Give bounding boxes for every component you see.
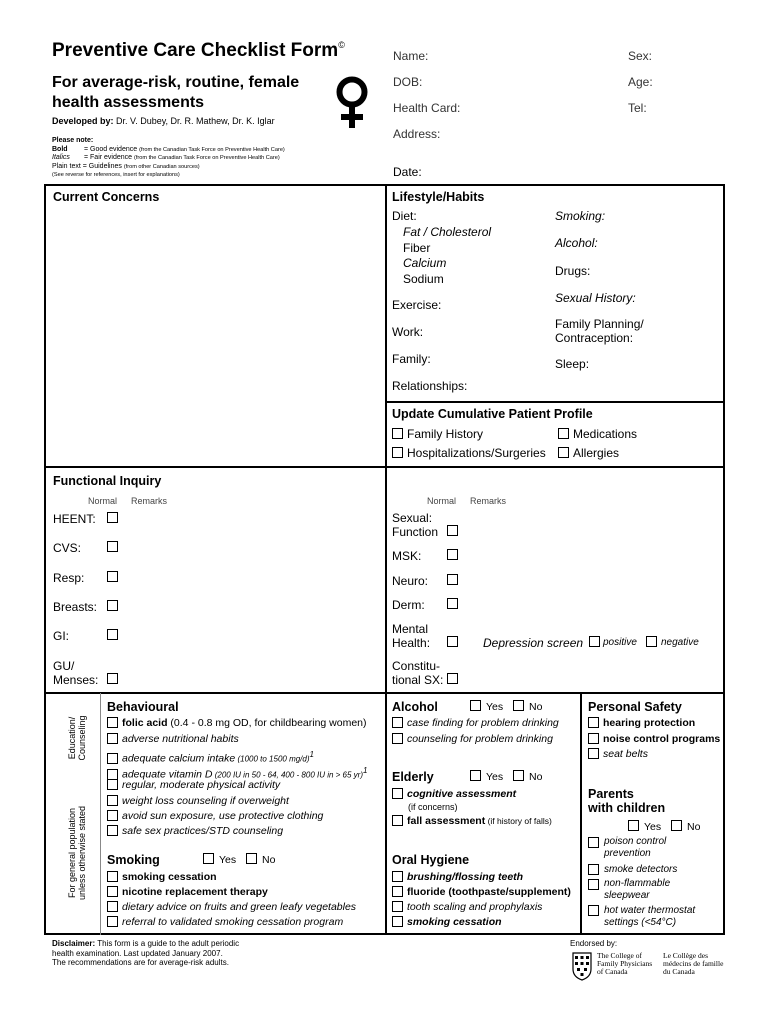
resp-label: Resp: bbox=[53, 571, 85, 585]
relationships-label: Relationships: bbox=[392, 379, 468, 393]
age-field[interactable]: Age: bbox=[628, 75, 653, 89]
case-finding-item: case finding for problem drinking bbox=[392, 717, 559, 730]
divider-vertical-upper bbox=[385, 185, 387, 693]
negative-label: negative bbox=[661, 637, 699, 648]
alcohol-habit-label: Alcohol: bbox=[555, 236, 598, 250]
remarks-header: Remarks bbox=[131, 496, 168, 506]
cfpc-name-english: The College of Family Physicians of Canada bbox=[597, 951, 653, 976]
thermostat-checkbox[interactable] bbox=[588, 905, 599, 916]
exercise-label: Exercise: bbox=[392, 298, 442, 312]
sleepwear-checkbox[interactable] bbox=[588, 879, 599, 890]
menses-label: Menses: bbox=[53, 673, 99, 687]
function-label: Function bbox=[392, 525, 439, 539]
divider-side-label bbox=[100, 693, 101, 935]
smoking-habit-label: Smoking: bbox=[555, 209, 606, 223]
adverse-nutrition-checkbox[interactable] bbox=[107, 733, 118, 744]
remarks-header-right: Remarks bbox=[470, 496, 507, 506]
elderly-yes-label: Yes bbox=[486, 771, 504, 783]
elderly-title: Elderly bbox=[392, 770, 434, 784]
name-field[interactable]: Name: bbox=[393, 49, 429, 63]
depression-negative-checkbox[interactable] bbox=[646, 636, 657, 647]
sex-field[interactable]: Sex: bbox=[628, 49, 653, 63]
calcium-intake-checkbox[interactable] bbox=[107, 753, 118, 764]
parents-yes-label: Yes bbox=[644, 821, 662, 833]
address-field[interactable]: Address: bbox=[393, 127, 441, 141]
smoking-cessation-item: smoking cessation bbox=[107, 871, 217, 884]
physical-activity-checkbox[interactable] bbox=[107, 779, 118, 790]
oral-smoking-cessation-item: smoking cessation bbox=[392, 916, 502, 929]
folic-acid-checkbox[interactable] bbox=[107, 717, 118, 728]
sleep-label: Sleep: bbox=[555, 357, 590, 371]
dietary-advice-item: dietary advice on fruits and green leafy vegetables bbox=[107, 901, 356, 914]
work-label: Work: bbox=[392, 325, 424, 339]
form-subtitle: For average-risk, routine, female health assessments bbox=[52, 74, 300, 111]
depression-screen-label: Depression screen bbox=[483, 636, 584, 650]
thermostat-label: hot water thermostat settings (<54°C) bbox=[604, 905, 696, 928]
current-concerns-title: Current Concerns bbox=[53, 190, 160, 204]
contraception-label: Contraception: bbox=[555, 331, 634, 345]
allergies-checkbox[interactable] bbox=[558, 447, 569, 458]
medications-checkbox[interactable] bbox=[558, 428, 569, 439]
neuro-checkbox[interactable] bbox=[447, 574, 458, 585]
divider-cpp bbox=[386, 401, 724, 403]
seat-belts-checkbox[interactable] bbox=[588, 748, 599, 759]
general-population-label: For general population unless otherwise stated bbox=[67, 805, 87, 901]
sleepwear-label: non-flammable sleepwear bbox=[604, 878, 671, 901]
cognitive-assessment-checkbox[interactable] bbox=[392, 788, 403, 799]
diet-calcium: Calcium bbox=[403, 256, 447, 270]
noise-control-item: noise control programs bbox=[588, 733, 720, 746]
derm-checkbox[interactable] bbox=[447, 598, 458, 609]
hearing-protection-item: hearing protection bbox=[588, 717, 695, 730]
allergies-label: Allergies bbox=[573, 446, 620, 460]
mental-label: Mental bbox=[392, 622, 429, 636]
noise-control-checkbox[interactable] bbox=[588, 733, 599, 744]
neuro-label: Neuro: bbox=[392, 574, 429, 588]
alcohol-no-checkbox[interactable] bbox=[513, 700, 524, 711]
poison-control-label: poison control prevention bbox=[604, 836, 667, 859]
parents-no-label: No bbox=[687, 821, 701, 833]
sun-exposure-checkbox[interactable] bbox=[107, 810, 118, 821]
oral-hygiene-title: Oral Hygiene bbox=[392, 853, 470, 867]
smoking-cessation-checkbox[interactable] bbox=[107, 871, 118, 882]
hearing-protection-checkbox[interactable] bbox=[588, 717, 599, 728]
fall-assessment-checkbox[interactable] bbox=[392, 815, 403, 826]
gi-label: GI: bbox=[53, 629, 70, 643]
gi-checkbox[interactable] bbox=[107, 629, 118, 640]
parents-yes-checkbox[interactable] bbox=[628, 820, 639, 831]
smoke-detectors-label: smoke detectors bbox=[604, 864, 678, 875]
smoking-yes-label: Yes bbox=[219, 854, 237, 866]
health-card-field[interactable]: Health Card: bbox=[393, 101, 461, 115]
breasts-label: Breasts: bbox=[53, 600, 98, 614]
nicotine-replacement-item: nicotine replacement therapy bbox=[107, 886, 268, 899]
msk-label: MSK: bbox=[392, 549, 422, 563]
physical-activity-item: regular, moderate physical activity bbox=[107, 779, 280, 792]
form-title: Preventive Care Checklist Form© bbox=[52, 40, 345, 61]
sexual-function-checkbox[interactable] bbox=[447, 525, 458, 536]
normal-header-right: Normal bbox=[427, 496, 457, 506]
family-history-label: Family History bbox=[407, 427, 484, 441]
smoking-yes-checkbox[interactable] bbox=[203, 853, 214, 864]
hospitalizations-checkbox[interactable] bbox=[392, 447, 403, 458]
case-finding-checkbox[interactable] bbox=[392, 717, 403, 728]
gu-menses-checkbox[interactable] bbox=[107, 673, 118, 684]
cfpc-crest-icon bbox=[572, 951, 592, 981]
divider-functional bbox=[45, 466, 724, 468]
calcium-intake-item: adequate calcium intake (1000 to 1500 mg/d)$^1$ bbox=[107, 748, 314, 766]
endorsed-by: Endorsed by: bbox=[570, 939, 618, 948]
behavioural-title: Behavioural bbox=[107, 700, 179, 714]
dob-field[interactable]: DOB: bbox=[393, 75, 423, 89]
tel-field[interactable]: Tel: bbox=[628, 101, 647, 115]
folic-acid-item: folic acid (0.4 - 0.8 mg OD, for childbearing women) bbox=[107, 717, 367, 730]
divider-counseling bbox=[45, 692, 724, 694]
seat-belts-item: seat belts bbox=[588, 748, 648, 761]
sexual-label: Sexual: bbox=[392, 511, 433, 525]
fluoride-checkbox[interactable] bbox=[392, 886, 403, 897]
sexual-history-label: Sexual History: bbox=[555, 291, 636, 305]
smoking-title: Smoking bbox=[107, 853, 160, 867]
medications-label: Medications bbox=[573, 427, 638, 441]
constitu-label: Constitu- bbox=[392, 659, 441, 673]
alcohol-counseling-checkbox[interactable] bbox=[392, 733, 403, 744]
mental-health-checkbox[interactable] bbox=[447, 636, 458, 647]
safe-sex-checkbox[interactable] bbox=[107, 825, 118, 836]
cvs-checkbox[interactable] bbox=[107, 541, 118, 552]
dietary-advice-checkbox[interactable] bbox=[107, 901, 118, 912]
fall-assessment-item: fall assessment (if history of falls) bbox=[392, 815, 552, 828]
breasts-checkbox[interactable] bbox=[107, 600, 118, 611]
resp-checkbox[interactable] bbox=[107, 571, 118, 582]
family-label: Family: bbox=[392, 352, 431, 366]
weight-loss-item: weight loss counseling if overweight bbox=[107, 795, 289, 808]
depression-positive-checkbox[interactable] bbox=[589, 636, 600, 647]
elderly-no-label: No bbox=[529, 771, 543, 783]
smoking-no-label: No bbox=[262, 854, 276, 866]
alcohol-yes-checkbox[interactable] bbox=[470, 700, 481, 711]
developed-by: Developed by: Dr. V. Dubey, Dr. R. Mathew, Dr. K. Iglar bbox=[52, 116, 275, 126]
elderly-yes-checkbox[interactable] bbox=[470, 770, 481, 781]
functional-inquiry-title: Functional Inquiry bbox=[53, 474, 162, 488]
divider-vertical-lower bbox=[580, 693, 582, 935]
heent-checkbox[interactable] bbox=[107, 512, 118, 523]
diet-label: Diet: bbox=[392, 209, 417, 223]
female-symbol-icon bbox=[332, 73, 372, 133]
if-concerns-note: (if concerns) bbox=[408, 802, 458, 812]
hospitalizations-label: Hospitalizations/Surgeries bbox=[407, 446, 546, 460]
cfpc-name-french: Le Collège des médecins de famille du Canada bbox=[663, 951, 724, 976]
msk-checkbox[interactable] bbox=[447, 549, 458, 560]
diet-fat: Fat / Cholesterol bbox=[403, 225, 492, 239]
alcohol-no-label: No bbox=[529, 701, 543, 713]
education-counseling-label: Education/ Counseling bbox=[67, 715, 87, 761]
referral-program-item: referral to validated smoking cessation program bbox=[107, 916, 343, 929]
personal-safety-title: Personal Safety bbox=[588, 700, 682, 714]
alcohol-title: Alcohol bbox=[392, 700, 438, 714]
divider-vertical-lower-left bbox=[385, 693, 387, 935]
lifestyle-title: Lifestyle/Habits bbox=[392, 190, 485, 204]
cvs-label: CVS: bbox=[53, 541, 82, 555]
with-children-title: with children bbox=[588, 801, 666, 815]
smoke-detectors-checkbox[interactable] bbox=[588, 864, 599, 875]
family-planning-label: Family Planning/ bbox=[555, 317, 644, 331]
gu-label: GU/ bbox=[53, 659, 75, 673]
weight-loss-checkbox[interactable] bbox=[107, 795, 118, 806]
parents-title: Parents bbox=[588, 787, 634, 801]
normal-header: Normal bbox=[88, 496, 118, 506]
parents-no-checkbox[interactable] bbox=[671, 820, 682, 831]
derm-label: Derm: bbox=[392, 598, 425, 612]
safe-sex-item: safe sex practices/STD counseling bbox=[107, 825, 283, 838]
vitamin-d-checkbox[interactable] bbox=[107, 769, 118, 780]
nicotine-replacement-checkbox[interactable] bbox=[107, 886, 118, 897]
evidence-legend: Please note: Bold = Good evidence (from the Canadian Task Force on Preventive Health Care) Italics = Fair evidence (from the Canadian Task Force on Preventive Health Care) Plain text = Guidelines (from other Canadian sources) (See reverse for references, insert for explanations) bbox=[52, 137, 285, 179]
elderly-no-checkbox[interactable] bbox=[513, 770, 524, 781]
smoking-no-checkbox[interactable] bbox=[246, 853, 257, 864]
brushing-checkbox[interactable] bbox=[392, 871, 403, 882]
referral-program-checkbox[interactable] bbox=[107, 916, 118, 927]
drugs-label: Drugs: bbox=[555, 264, 591, 278]
vitamin-d-item: adequate vitamin D (200 IU in 50 - 64, 400 - 800 IU in > 65 yr)$^1$ bbox=[107, 764, 367, 782]
alcohol-yes-label: Yes bbox=[486, 701, 504, 713]
disclaimer: Disclaimer: This form is a guide to the adult periodic health examination. Last updated January 2007. The recommendations are for average-risk adults. bbox=[52, 939, 240, 967]
tooth-scaling-checkbox[interactable] bbox=[392, 901, 403, 912]
poison-control-checkbox[interactable] bbox=[588, 837, 599, 848]
heent-label: HEENT: bbox=[53, 512, 96, 526]
tional-sx-label: tional SX: bbox=[392, 673, 444, 687]
date-field[interactable]: Date: bbox=[393, 165, 422, 179]
sun-exposure-item: avoid sun exposure, use protective clothing bbox=[107, 810, 323, 823]
positive-label: positive bbox=[603, 637, 637, 648]
tooth-scaling-item: tooth scaling and prophylaxis bbox=[392, 901, 542, 914]
cpp-title: Update Cumulative Patient Profile bbox=[392, 407, 593, 421]
constitutional-checkbox[interactable] bbox=[447, 673, 458, 684]
diet-fiber: Fiber bbox=[403, 241, 431, 255]
family-history-checkbox[interactable] bbox=[392, 428, 403, 439]
diet-sodium: Sodium bbox=[403, 272, 444, 286]
health-label: Health: bbox=[392, 636, 431, 650]
oral-smoking-cessation-checkbox[interactable] bbox=[392, 916, 403, 927]
cognitive-assessment-item: cognitive assessment bbox=[392, 788, 516, 801]
fluoride-item: fluoride (toothpaste/supplement) bbox=[392, 886, 571, 899]
alcohol-counseling-item: counseling for problem drinking bbox=[392, 733, 553, 746]
adverse-nutrition-item: adverse nutritional habits bbox=[107, 733, 239, 746]
brushing-item: brushing/flossing teeth bbox=[392, 871, 523, 884]
